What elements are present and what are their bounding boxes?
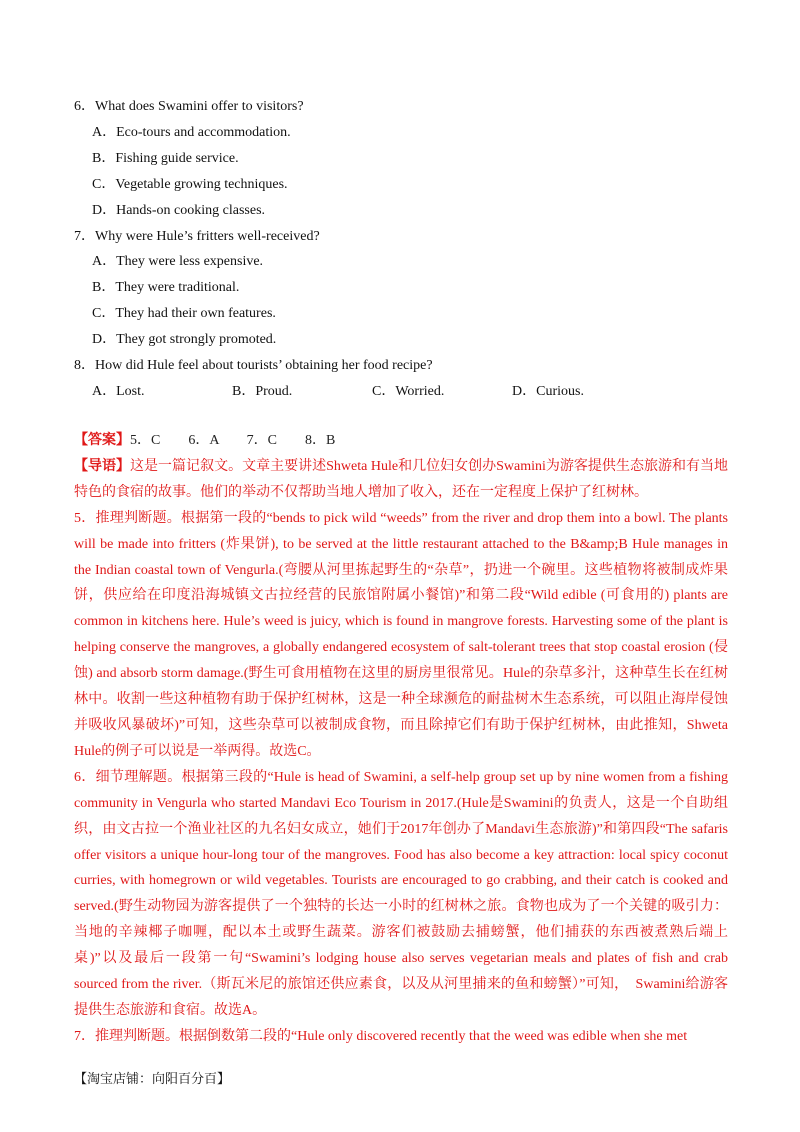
question-stem: 7．Why were Hule’s fritters well-received? bbox=[74, 228, 320, 244]
answer-label: 【答案】 bbox=[74, 433, 130, 448]
explanation-paragraph: 6．细节理解题。根据第三段的“Hule is head of Swamini, a self-help group set up by nine women from a fishing community in Vengurla who started Mandavi Eco Tourism in 2017.(Hule是Swamini的负责人，这是一个自助组织，由文古拉一个渔业社区的九名妇女成立，她们于2017年创办了Mandavi生态旅游)”和第四段“The safaris offer visitors a unique hour-long tour of the mangroves. Food has also become a key attraction: local spicy coconut curries, with homegrown or wild vegetables. Tourists are encouraged to go crabbing, and their catch is cooked and served.(野生动物园为游客提供了一个独特的长达一小时的红树林之旅。食物也成为了一个关键的吸引力：当地的辛辣椰子咖喱，配以本土或野生蔬菜。游客们被鼓励去捕螃蟹，他们捕获的东西被煮熟后端上桌)”以及最后一段第一句“Swamini’s lodging house also serves vegetarian meals and plates of fish and crab sourced from the river.（斯瓦米尼的旅馆还供应素食，以及从河里捕来的鱼和螃蟹）”可知， Swamini给游客提供生态旅游和食宿。故选A。 bbox=[74, 769, 728, 1018]
option-item: C．Vegetable growing techniques. bbox=[92, 176, 288, 192]
answer-value: 5．C 6．A 7．C 8．B bbox=[130, 433, 336, 448]
guide-paragraph bbox=[74, 454, 728, 506]
option-item: C．They had their own features. bbox=[92, 306, 276, 322]
option-item: D．Hands-on cooking classes. bbox=[92, 202, 266, 218]
option-item: B．Proud. bbox=[232, 383, 293, 399]
option-item: A．Eco-tours and accommodation. bbox=[92, 124, 291, 140]
question-stem: 8．How did Hule feel about tourists’ obtaining her food recipe? bbox=[74, 358, 433, 374]
option-item: A．They were less expensive. bbox=[92, 254, 264, 270]
question-stem: 6．What does Swamini offer to visitors? bbox=[74, 99, 304, 114]
guide-label: 【导语】 bbox=[74, 458, 131, 474]
footer-shop-label: 【淘宝店铺：向阳百分百】 bbox=[74, 1072, 231, 1087]
guide-text: 这是一篇记叙文。文章主要讲述Shweta Hule和几位妇女创办Swamini为游客提供生态旅游和有当地特色的食宿的故事。他们的举动不仅帮助当地人增加了收入，还在一定程度上保护了红树林。 bbox=[74, 458, 728, 500]
option-item: B．They were traditional. bbox=[92, 280, 240, 296]
option-row bbox=[74, 379, 734, 405]
option-item: C．Worried. bbox=[372, 383, 445, 399]
explanation-paragraph: 5．推理判断题。根据第一段的“bends to pick wild “weeds” from the river and drop them into a bowl. The plants will be made into fritters (炸果饼), to be served at the little restaurant attached to the B&amp;B Hule manages in the Indian coastal town of Vengurla.(弯腰从河里拣起野生的“杂草”，扔进一个碗里。这些植物将被制成炸果饼，供应给在印度沿海城镇文古拉经营的民旅馆附属小餐馆)”和第二段“Wild edible (可食用的) plants are common in kitchens here. Hule’s weed is juicy, which is found in mangrove forests. Harvesting some of the plant is helping conserve the mangroves, a globally endangered ecosystem of salt-tolerant trees that stop coastal erosion (侵蚀) and absorb storm damage.(野生可食用植物在这里的厨房里很常见。Hule的杂草多汁，这种草生长在红树林中。收割一些这种植物有助于保护红树林，这是一种全球濒危的耐盐树木生态系统，可以阻止海岸侵蚀并吸收风暴破坏)”可知，这些杂草可以被制成食物，而且除掉它们有助于保护红树林，由此推知，Shweta Hule的例子可以说是一举两得。故选C。 bbox=[74, 510, 728, 759]
option-item: D．Curious. bbox=[512, 383, 584, 399]
explanation-paragraph: 7．推理判断题。根据倒数第二段的“Hule only discovered recently that the weed was edible when she met bbox=[74, 1028, 688, 1044]
option-item: A．Lost. bbox=[92, 383, 145, 399]
question-list bbox=[74, 94, 734, 405]
answer-section bbox=[74, 428, 728, 1050]
option-item: B．Fishing guide service. bbox=[92, 150, 239, 166]
answer-key bbox=[74, 428, 728, 454]
option-item: D．They got strongly promoted. bbox=[92, 332, 277, 348]
